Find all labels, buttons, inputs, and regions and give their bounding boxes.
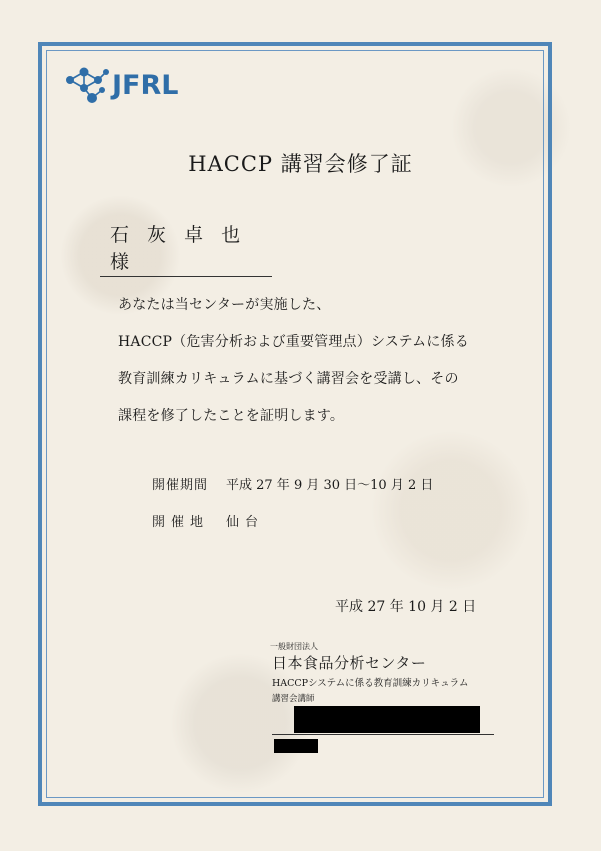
redacted-seal <box>274 739 318 753</box>
signature-line <box>272 734 494 735</box>
certificate-title: HACCP 講習会修了証 <box>188 152 413 176</box>
issue-date: 平成 27 年 10 月 2 日 <box>335 599 477 615</box>
period-value: 平成 27 年 9 月 30 日～10 月 2 日 <box>226 478 434 493</box>
program-name: HACCPシステムに係る教育訓練カリキュラム <box>272 678 469 689</box>
recipient-name: 石 灰 卓 也 様 <box>100 220 272 277</box>
body-line: 教育訓練カリキュラムに基づく講習会を受講し、その <box>118 371 459 387</box>
org-type: 一般財団法人 <box>270 642 318 651</box>
certificate-body <box>118 287 469 435</box>
body-line: あなたは当センターが実施した、 <box>118 297 331 313</box>
venue-value: 仙台 <box>226 515 265 530</box>
logo-text: JFRL <box>112 70 179 101</box>
org-name: 日本食品分析センター <box>272 654 427 672</box>
issuer-role: 講習会講師 <box>272 694 315 704</box>
body-line: HACCP（危害分析および重要管理点）システムに係る <box>118 334 469 350</box>
body-line: 課程を修了したことを証明します。 <box>118 408 345 424</box>
venue-label: 開催地 <box>152 515 210 530</box>
redacted-signature <box>294 706 480 733</box>
period-label: 開催期間 <box>152 478 209 493</box>
